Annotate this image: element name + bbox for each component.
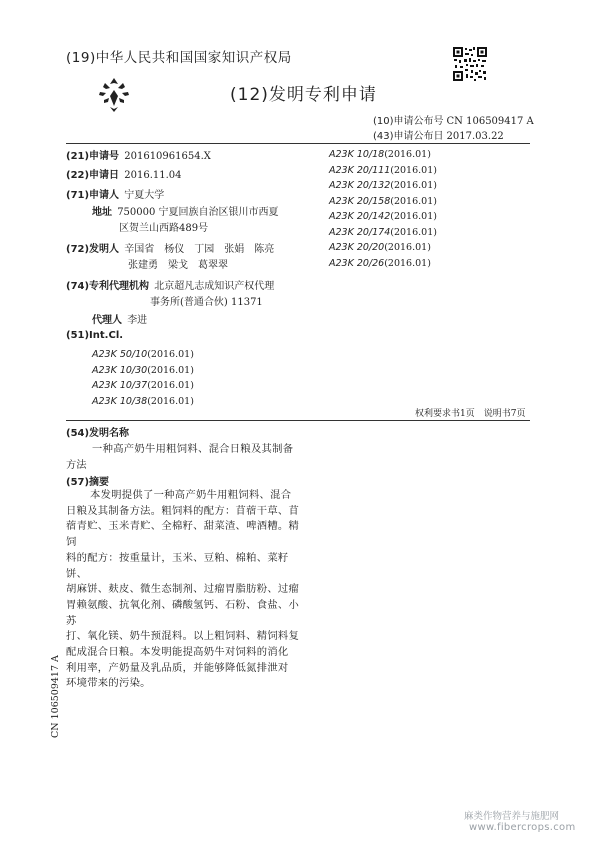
agent: 李进 [127,315,148,326]
ipc-item [329,256,437,272]
ipc-code: A23K 20/26 [329,257,385,269]
abstract-line: 本发明提供了一种高产奶牛用粗饲料、混合 [90,489,292,501]
ipc-code: A23K 10/30 [92,364,148,376]
ipc-code: A23K 20/20 [329,242,385,253]
ipc-list-left [92,347,194,409]
abstract-line: 料的配方：按重量计，玉米、豆粕、棉粕、菜籽饼、 [66,551,289,580]
ipc-date: (2016.01) [384,242,431,253]
ipc-code: A23K 20/142 [329,211,391,222]
ipc-item [92,363,194,379]
ipc-item [329,209,437,225]
address-label: 地址 [92,207,112,218]
qr-code-icon [452,46,488,82]
ipc-item [329,163,437,179]
abstract-line: 配成混合日粮。本发明能提高奶牛对饲料的消化 [66,646,289,659]
ipc-date: (2016.01) [390,164,437,176]
inventor-label: (72)发明人 [66,244,120,255]
abstract-line: 胃赖氨酸、抗氧化剂、磷酸氢钙、石粉、食盐、小苏 [66,598,300,627]
application-date-label: (22)申请日 [66,170,120,181]
header-divider [66,143,530,144]
ipc-item [329,225,437,241]
publication-number-label: (10)申请公布号 [373,116,444,127]
ipc-date: (2016.01) [147,380,194,391]
ipc-code: A23K 20/174 [329,226,391,238]
address-line-1: 750000 宁夏回族自治区银川市西夏 [117,207,279,218]
ipc-item [92,378,194,394]
ipc-item [329,147,437,163]
document-type-title: (12)发明专利申请 [230,85,377,105]
ipc-date: (2016.01) [390,195,437,207]
invention-title-line-1: 一种高产奶牛用粗饲料、混合日粮及其制备 [92,443,294,455]
ipc-date: (2016.01) [384,149,431,160]
ipc-code: A23K 10/37 [92,380,148,391]
publication-number: CN 106509417 A [446,116,534,127]
ipc-item [329,178,437,194]
applicant: 宁夏大学 [124,190,165,201]
ipc-date: (2016.01) [147,349,194,360]
side-publication-number: CN 106509417 A [50,655,61,738]
invention-title-line-2: 方法 [66,459,87,471]
inventor-line-1: 辛国省 杨仪 丁园 张娟 陈亮 [124,244,275,255]
abstract-line: 打、氧化镁、奶牛预混料。以上粗饲料、精饲料复 [66,630,300,643]
ipc-date: (2016.01) [147,395,194,407]
ipc-date: (2016.01) [390,211,437,222]
ipc-date: (2016.01) [390,226,437,238]
agency-line-2: 事务所(普通合伙) 11371 [150,297,263,308]
abstract-line: 日粮及其制备方法。粗饲料的配方：苜蓿干草、苜 [66,504,300,517]
invention-title-label: (54)发明名称 [66,428,130,439]
ipc-date: (2016.01) [147,364,194,376]
address-line-2: 区贺兰山西路489号 [119,223,209,234]
ipc-code: A23K 20/111 [329,164,391,176]
ipc-label: (51)Int.Cl. [66,330,124,341]
inventor-line-2: 张建勇 梁戈 葛翠翠 [128,260,228,271]
agency-line-1: 北京超凡志成知识产权代理 [154,281,275,292]
ipc-item [92,394,194,410]
patent-office-name: (19)中华人民共和国国家知识产权局 [66,50,292,66]
ipc-code: A23K 50/10 [92,349,148,360]
emblem-icon [96,76,132,114]
ipc-code: A23K 10/18 [329,149,385,160]
abstract-line: 环境带来的污染。 [66,677,151,690]
ipc-item [329,194,437,210]
ipc-list-right [329,147,437,271]
abstract-line: 胡麻饼、麸皮、微生态制剂、过瘤胃脂肪粉、过瘤 [66,583,300,596]
watermark-line-2: www.fibercrops.com [469,822,576,833]
abstract-label: (57)摘要 [66,477,110,488]
ipc-code: A23K 20/158 [329,195,391,207]
abstract-line: 蓿青贮、玉米青贮、全棉籽、甜菜渣、啤酒糟。精饲 [66,520,300,549]
section-divider [66,420,530,421]
application-number-label: (21)申请号 [66,151,120,162]
ipc-item [329,240,437,256]
ipc-date: (2016.01) [390,180,437,191]
publication-date: 2017.03.22 [446,131,504,142]
pages-note: 权利要求书1页 说明书7页 [415,409,526,419]
application-date: 2016.11.04 [124,170,182,181]
ipc-code: A23K 20/132 [329,180,391,191]
application-number: 201610961654.X [124,151,211,162]
agent-label: 代理人 [92,315,122,326]
publication-date-label: (43)申请公布日 [373,131,444,142]
applicant-label: (71)申请人 [66,190,120,201]
ipc-date: (2016.01) [384,257,431,269]
agency-label: (74)专利代理机构 [66,281,150,292]
watermark-line-1: 麻类作物营养与施肥网 [464,811,560,822]
abstract-body [66,488,306,692]
ipc-code: A23K 10/38 [92,395,148,407]
abstract-line: 利用率，产奶量及乳品质，并能够降低氮排泄对 [66,661,289,674]
ipc-item [92,347,194,363]
